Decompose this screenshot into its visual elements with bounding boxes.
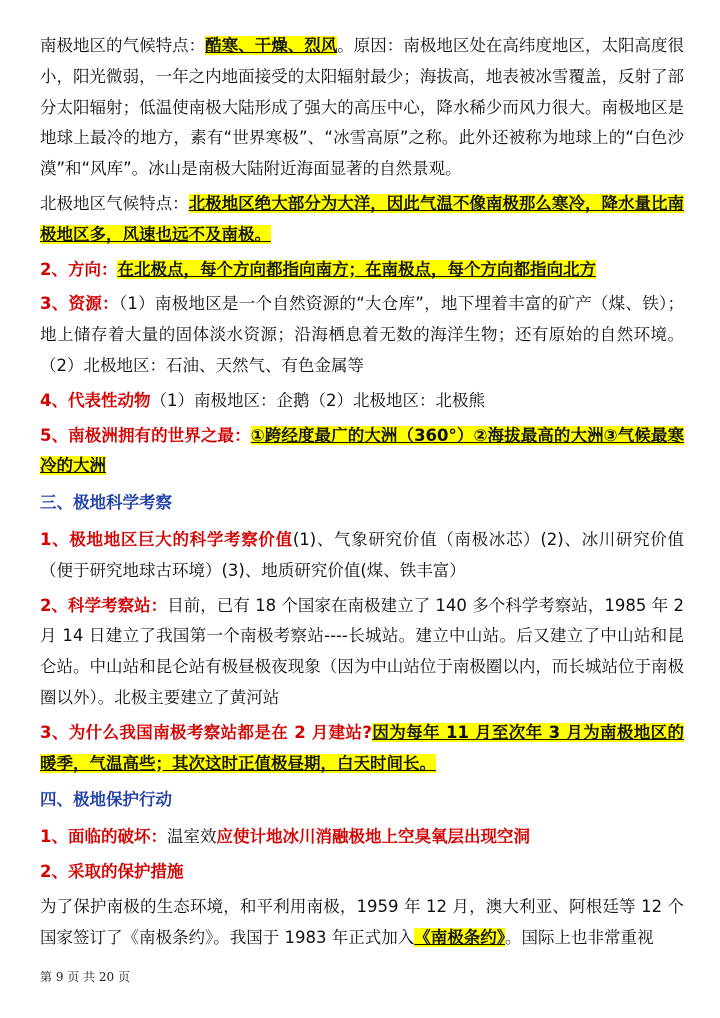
records-paragraph [40, 421, 684, 483]
measures-paragraph [40, 857, 684, 888]
february-question: 3、为什么我国南极考察站都是在 2 月建站? [40, 722, 372, 742]
treaty-highlight: 《南极条约》 [414, 927, 505, 947]
research-value-heading: 1、极地地区巨大的科学考察价值 [40, 529, 293, 549]
animals-heading: 4、代表性动物 [40, 390, 151, 410]
damage-text: 温室效 [166, 827, 217, 847]
animals-paragraph [40, 386, 684, 417]
antarctic-climate-label: 南极地区的气候特点： [40, 36, 206, 55]
research-value-paragraph [40, 525, 684, 587]
antarctic-climate-highlight: 酷寒、干燥、烈风 [205, 36, 338, 55]
resources-text: （1）南极地区是一个自然资源的“大仓库”，地下埋着丰富的矿产（煤、铁）；地上储存着大量的固体淡水资源；沿海栖息着无数的海洋生物；还有原始的自然环境。（2）北极地区：石油、天然气、有色金属等 [40, 294, 684, 375]
antarctic-climate-paragraph [40, 31, 684, 185]
damage-paragraph [40, 822, 684, 853]
treaty-text-end: 。国际上也非常重视 [504, 927, 654, 947]
direction-highlight: 在北极点，每个方向都指向南方；在南极点，每个方向都指向北方 [117, 259, 596, 279]
antarctic-climate-text: 。原因：南极地区处在高纬度地区，太阳高度很小，阳光微弱，一年之内地面接受的太阳辐射最少；海拔高，地表被冰雪覆盖，反射了部分太阳辐射；低温使南极大陆形成了强大的高压中心，降水稀少而风力很大。南极地区是地球上最冷的地方，素有“世界寒极”、“冰雪高原”之称。此外还被称为地球上的“白色沙漠”和“风库”。冰山是南极大陆附近海面显著的自然景观。 [40, 36, 685, 179]
page-number-footer: 第 9 页 共 20 页 [40, 970, 130, 984]
records-heading: 5、南极洲拥有的世界之最： [40, 425, 251, 445]
arctic-climate-paragraph [40, 189, 684, 251]
resources-paragraph [40, 289, 684, 381]
records-highlight: ①跨经度最广的大洲（360°）②海拔最高的大洲③气候最寒冷的大洲 [40, 425, 684, 476]
document-page [40, 31, 684, 953]
arctic-climate-highlight: 北极地区绝大部分为大洋，因此气温不像南极那么寒冷，降水量比南极地区多，风速也远不及南极。 [40, 193, 685, 244]
damage-red-text: 应使计地冰川消融极地上空臭氧层出现空洞 [216, 827, 530, 847]
research-station-text: 目前，已有 18 个国家在南极建立了 140 多个科学考察站，1985 年 2 月 14 日建立了我国第一个南极考察站----长城站。建立中山站。后又建立了中山站和昆仑站。中山站和昆仑站有极昼极夜现象（因为中山站位于南极圈以内，而长城站位于南极圈以外）。北极主要建立了黄河站 [40, 595, 684, 707]
arctic-climate-label: 北极地区气候特点： [40, 193, 189, 213]
research-station-heading: 2、科学考察站： [40, 595, 168, 615]
measures-heading: 2、采取的保护措施 [40, 861, 184, 881]
february-answer-highlight: 因为每年 11 月至次年 3 月为南极地区的暖季，气温高些；其次这时正值极昼期，白天时间长。 [40, 722, 684, 773]
treaty-text: 为了保护南极的生态环境，和平利用南极，1959 年 12 月，澳大利亚、阿根廷等 12 个国家签订了《南极条约》。我国于 1983 年正式加入 [40, 896, 684, 947]
animals-text: （1）南极地区：企鹅（2）北极地区：北极熊 [150, 390, 485, 410]
section-3-heading: 三、极地科学考察 [40, 493, 172, 513]
research-station-paragraph [40, 591, 684, 714]
direction-heading: 2、方向： [40, 259, 118, 279]
direction-paragraph [40, 255, 684, 286]
section-4-heading: 四、极地保护行动 [40, 790, 172, 810]
resources-heading: 3、资源： [40, 294, 119, 314]
damage-heading: 1、面临的破坏： [40, 827, 167, 847]
february-question-paragraph [40, 718, 684, 780]
treaty-paragraph [40, 892, 684, 954]
research-value-text: (1)、气象研究价值（南极冰芯）(2)、冰川研究价值（便于研究地球古环境）(3)、地质研究价值(煤、铁丰富） [40, 529, 685, 580]
